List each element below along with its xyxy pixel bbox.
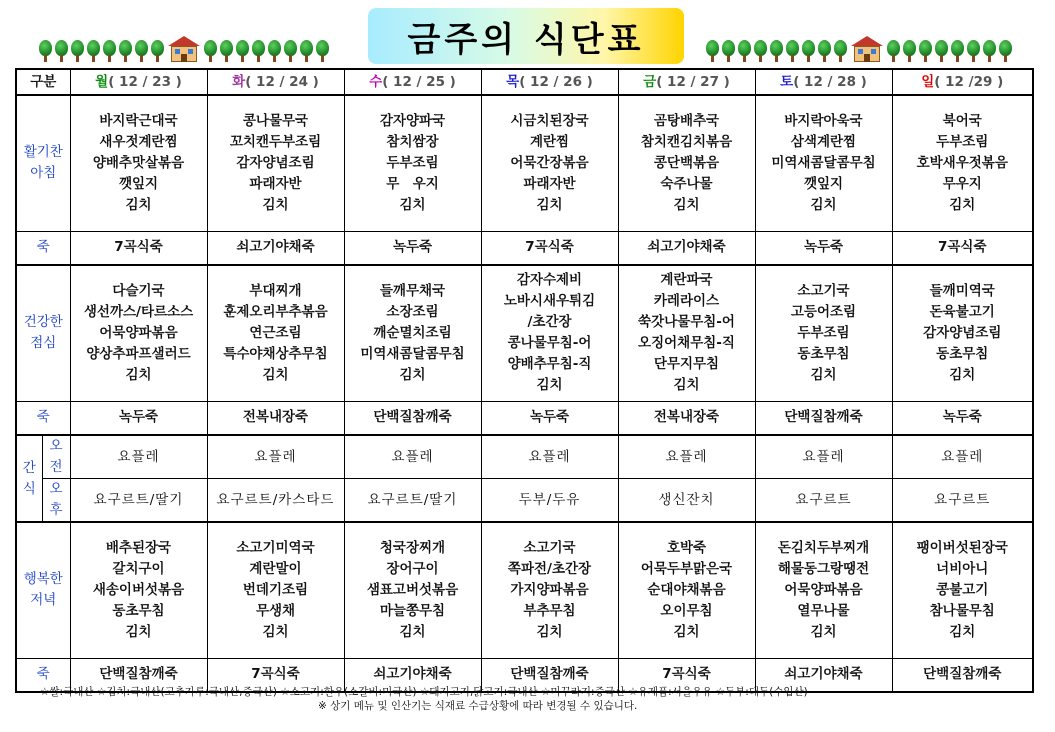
snack-label-text: 식 <box>22 480 36 497</box>
menu-cell <box>892 265 1033 401</box>
menu-item: 계란말이 <box>249 560 302 577</box>
menu-item: 삼색계란찜 <box>790 133 857 150</box>
menu-item: 바지락근대국 <box>99 112 178 129</box>
menu-cell <box>344 522 481 658</box>
snack-cell: 요플레 <box>344 435 481 479</box>
menu-item: 어묵두부맑은국 <box>640 560 733 577</box>
porridge-cell: 단백질참깨죽 <box>70 658 207 692</box>
porridge-cell: 쇠고기야채죽 <box>755 658 892 692</box>
tree-icon <box>998 40 1013 62</box>
menu-item: 김치 <box>810 623 837 640</box>
day-date: ( 12 / 24 ) <box>245 73 319 90</box>
snack-cell: 요플레 <box>618 435 755 479</box>
menu-item: 돈김치두부찌개 <box>777 539 870 556</box>
snack-pm-label-text: 오 <box>49 481 63 497</box>
lunch-label-text: 건강한 <box>23 314 63 331</box>
menu-item: 카레라이스 <box>653 293 720 310</box>
snack-cell: 요플레 <box>207 435 344 479</box>
tree-icon <box>982 40 997 62</box>
porridge-cell: 단백질참깨죽 <box>344 401 481 435</box>
day-date: ( 12 / 28 ) <box>793 73 867 90</box>
tree-icon <box>785 40 800 62</box>
porridge-cell: 쇠고기야채죽 <box>344 658 481 692</box>
menu-item: 청국장찌개 <box>379 539 446 556</box>
breakfast-porridge-row <box>16 231 1033 265</box>
day-date: ( 12 / 26 ) <box>519 73 593 90</box>
tree-icon <box>203 40 218 62</box>
menu-item: 감자양파국 <box>379 112 446 129</box>
breakfast-label-text: 활기찬 <box>23 144 63 161</box>
menu-cell <box>618 522 755 658</box>
snack-label-text: 간 <box>22 459 36 476</box>
porridge-cell: 녹두죽 <box>344 231 481 265</box>
snack-cell: 생신잔치 <box>618 479 755 523</box>
tree-icon <box>801 40 816 62</box>
menu-item: 너비아니 <box>936 560 989 577</box>
menu-cell <box>70 265 207 401</box>
menu-item: 소고기국 <box>797 282 850 299</box>
menu-item: 김치 <box>536 623 563 640</box>
menu-item: 김치 <box>673 196 700 213</box>
menu-item: 김치 <box>125 366 152 383</box>
menu-item: 장어구이 <box>386 560 439 577</box>
menu-item: 김치 <box>949 366 976 383</box>
snack-cell: 요구르트 <box>755 479 892 523</box>
menu-item: 양배추무침-직 <box>507 356 592 373</box>
menu-item: 김치 <box>262 623 289 640</box>
day-name: 토 <box>780 73 794 90</box>
title-banner <box>368 8 684 64</box>
menu-item: 쪽파전/초간장 <box>507 560 592 577</box>
menu-item: 양배추맛살볶음 <box>92 154 185 171</box>
menu-item: 동초무침 <box>797 345 850 362</box>
menu-item: 마늘쫑무침 <box>379 602 446 619</box>
snack-pm-label-text: 후 <box>49 502 63 518</box>
menu-item: 들깨미역국 <box>929 282 995 299</box>
menu-item: 호박새우젓볶음 <box>916 154 1008 171</box>
menu-item: 두부조림 <box>797 324 850 341</box>
porridge-label: 죽 <box>16 231 70 265</box>
menu-item: 동초무침 <box>936 345 989 362</box>
menu-item: 김치 <box>536 196 563 213</box>
menu-item: 깨순멸치조림 <box>373 324 452 341</box>
menu-item: 콩단백볶음 <box>653 154 720 171</box>
menu-item: 콩불고기 <box>936 581 989 598</box>
menu-table <box>15 68 1034 693</box>
menu-item: 해물동그랑땡전 <box>777 560 870 577</box>
dinner-label-text: 저녁 <box>30 592 57 609</box>
breakfast-row <box>16 95 1033 231</box>
tree-icon <box>54 40 69 62</box>
menu-item: 어묵양파볶음 <box>784 581 863 598</box>
menu-item: 연근조림 <box>249 324 302 341</box>
menu-item: 무 우지 <box>386 175 439 192</box>
menu-item: 오이무침 <box>660 602 713 619</box>
menu-item: 순대야채볶음 <box>647 581 726 598</box>
header <box>0 0 1055 66</box>
tree-icon <box>267 40 282 62</box>
house-icon <box>168 36 200 62</box>
snack-cell: 요구르트/카스타드 <box>207 479 344 523</box>
menu-item: 훈제오리부추볶음 <box>223 303 328 320</box>
porridge-cell: 7곡식죽 <box>618 658 755 692</box>
menu-item: 샘표고버섯볶음 <box>366 581 459 598</box>
tree-icon <box>886 40 901 62</box>
menu-item: 계란찜 <box>529 133 570 150</box>
porridge-cell: 단백질참깨죽 <box>755 401 892 435</box>
menu-item: 무우지 <box>942 175 982 192</box>
menu-item: 생선까스/타르소스 <box>83 303 194 320</box>
menu-item: 소고기국 <box>523 539 576 556</box>
tree-icon <box>102 40 117 62</box>
menu-item: 김치 <box>949 196 976 213</box>
menu-cell <box>481 95 618 231</box>
day-date: ( 12 /29 ) <box>934 73 1004 90</box>
menu-item: 부대찌개 <box>249 282 302 299</box>
tree-icon <box>38 40 53 62</box>
day-name: 월 <box>95 73 109 90</box>
menu-item: 김치 <box>536 377 563 394</box>
porridge-cell: 녹두죽 <box>481 401 618 435</box>
menu-item: 콩나물무국 <box>242 112 309 129</box>
porridge-cell: 전복내장죽 <box>618 401 755 435</box>
day-header-row <box>16 69 1033 95</box>
header-label: 구분 <box>16 69 70 95</box>
porridge-cell: 쇠고기야채죽 <box>207 231 344 265</box>
origin-note: ☆쌀:국내산 ☆김치:국내산(고추가루:국내산,중국산) ☆소고기:한우(소갈비:미국산) ☆돼지고기,닭고기:국내산 ☆미꾸라지:중국산 ☆유제품:서울우유 ☆두부:대두(수입산) <box>40 686 808 698</box>
menu-item: 곰탕배추국 <box>653 112 720 129</box>
porridge-cell: 7곡식죽 <box>70 231 207 265</box>
menu-item: 깻잎지 <box>118 175 159 192</box>
menu-item: 다슬기국 <box>112 282 165 299</box>
day-header <box>207 69 344 95</box>
menu-item: 양상추파프샐러드 <box>86 345 191 362</box>
menu-item: 번데기조림 <box>242 581 309 598</box>
menu-item: 쑥갓나물무침-어 <box>638 314 735 331</box>
dinner-row <box>16 522 1033 658</box>
menu-item: 깻잎지 <box>803 175 844 192</box>
menu-item: 김치 <box>399 196 426 213</box>
snack-cell: 요플레 <box>755 435 892 479</box>
day-date: ( 12 / 27 ) <box>656 73 730 90</box>
snack-pm-row <box>16 479 1033 523</box>
page-title: 금주의 식단표 <box>407 19 645 60</box>
tree-icon <box>118 40 133 62</box>
menu-item: 부추무침 <box>523 602 576 619</box>
menu-item: 김치 <box>262 366 289 383</box>
menu-item: 김치 <box>125 196 152 213</box>
day-header <box>618 69 755 95</box>
porridge-cell: 녹두죽 <box>892 401 1033 435</box>
menu-item: 돈육불고기 <box>929 303 995 320</box>
porridge-cell: 7곡식죽 <box>892 231 1033 265</box>
menu-item: 콩나물무침-어 <box>507 335 592 352</box>
day-name: 수 <box>369 73 383 90</box>
tree-icon <box>150 40 165 62</box>
snack-cell: 두부/두유 <box>481 479 618 523</box>
menu-item: 배추된장국 <box>105 539 172 556</box>
snack-cell: 요플레 <box>481 435 618 479</box>
breakfast-label-text: 아침 <box>30 165 57 182</box>
house-icon <box>851 36 883 62</box>
menu-item: 참나물무침 <box>929 602 995 619</box>
menu-item: 오징어채무침-직 <box>638 335 735 352</box>
tree-icon <box>817 40 832 62</box>
menu-cell <box>344 265 481 401</box>
menu-cell <box>207 265 344 401</box>
porridge-cell: 단백질참깨죽 <box>481 658 618 692</box>
snack-pm-label <box>42 479 70 523</box>
tree-icon <box>86 40 101 62</box>
menu-item: 김치 <box>810 196 837 213</box>
menu-item: 김치 <box>810 366 837 383</box>
menu-item: 꼬치캔두부조림 <box>229 133 322 150</box>
porridge-label: 죽 <box>16 401 70 435</box>
tree-icon <box>934 40 949 62</box>
tree-icon <box>902 40 917 62</box>
snack-am-label-text: 오 <box>49 438 63 454</box>
porridge-cell: 7곡식죽 <box>481 231 618 265</box>
day-header <box>344 69 481 95</box>
day-header <box>70 69 207 95</box>
day-date: ( 12 / 25 ) <box>382 73 456 90</box>
tree-icon <box>251 40 266 62</box>
tree-icon <box>833 40 848 62</box>
snack-cell: 요플레 <box>70 435 207 479</box>
menu-item: 고등어조림 <box>790 303 857 320</box>
menu-item: 새우젓계란찜 <box>99 133 178 150</box>
menu-item: 노바시새우튀김 <box>503 293 596 310</box>
menu-item: 김치 <box>673 377 700 394</box>
tree-icon <box>299 40 314 62</box>
menu-item: 열무나물 <box>797 602 850 619</box>
change-notice: ※ 상기 메뉴 및 인산기는 식재료 수급상황에 따라 변경될 수 있습니다. <box>318 700 638 712</box>
menu-item: 동초무침 <box>112 602 165 619</box>
menu-item: 새송이버섯볶음 <box>92 581 185 598</box>
menu-item: 시금치된장국 <box>510 112 589 129</box>
menu-item: 호박죽 <box>666 539 707 556</box>
tree-icon <box>737 40 752 62</box>
menu-item: 파래자반 <box>249 175 302 192</box>
tree-icon <box>315 40 330 62</box>
lunch-label <box>16 265 70 401</box>
menu-item: 파래자반 <box>523 175 576 192</box>
menu-item: 바지락아욱국 <box>784 112 863 129</box>
lunch-porridge-row <box>16 401 1033 435</box>
menu-cell <box>344 95 481 231</box>
menu-item: 어묵간장볶음 <box>510 154 589 171</box>
menu-item: 참치캔김치볶음 <box>640 133 733 150</box>
menu-item: 감자수제비 <box>516 272 583 289</box>
menu-item: 김치 <box>673 623 700 640</box>
menu-item: 팽이버섯된장국 <box>916 539 1008 556</box>
tree-icon <box>705 40 720 62</box>
tree-icon <box>283 40 298 62</box>
snack-cell: 요구르트/딸기 <box>344 479 481 523</box>
tree-icon <box>235 40 250 62</box>
tree-icon <box>219 40 234 62</box>
snack-am-row <box>16 435 1033 479</box>
menu-item: 무생채 <box>255 602 296 619</box>
menu-cell <box>70 95 207 231</box>
decor-left <box>38 36 330 62</box>
menu-item: 갈치구이 <box>112 560 165 577</box>
menu-item: 북어국 <box>942 112 982 129</box>
snack-label <box>16 435 42 522</box>
menu-item: 감자양념조림 <box>923 324 1002 341</box>
menu-item: 미역새콤달콤무침 <box>360 345 465 362</box>
tree-icon <box>721 40 736 62</box>
porridge-cell: 녹두죽 <box>70 401 207 435</box>
snack-cell: 요구르트 <box>892 479 1033 523</box>
lunch-row <box>16 265 1033 401</box>
dinner-label <box>16 522 70 658</box>
day-header <box>481 69 618 95</box>
menu-cell <box>481 265 618 401</box>
day-name: 목 <box>506 73 520 90</box>
menu-item: 감자양념조림 <box>236 154 315 171</box>
tree-icon <box>918 40 933 62</box>
menu-item: 들깨무채국 <box>379 282 446 299</box>
porridge-cell: 7곡식죽 <box>207 658 344 692</box>
menu-item: 미역새콤달콤무침 <box>771 154 876 171</box>
tree-icon <box>966 40 981 62</box>
menu-item: 특수야채상추무침 <box>223 345 328 362</box>
menu-item: 어묵양파볶음 <box>99 324 178 341</box>
porridge-cell: 단백질참깨죽 <box>892 658 1033 692</box>
snack-cell: 요구르트/딸기 <box>70 479 207 523</box>
menu-item: 소장조림 <box>386 303 439 320</box>
menu-cell <box>755 265 892 401</box>
day-header <box>892 69 1033 95</box>
menu-cell <box>755 522 892 658</box>
menu-item: 단무지무침 <box>653 356 720 373</box>
menu-cell <box>618 265 755 401</box>
breakfast-label <box>16 95 70 231</box>
day-date: ( 12 / 23 ) <box>108 73 182 90</box>
menu-item: 김치 <box>399 366 426 383</box>
day-name: 일 <box>921 73 935 90</box>
porridge-cell: 쇠고기야채죽 <box>618 231 755 265</box>
dinner-label-text: 행복한 <box>23 571 63 588</box>
snack-am-label-text: 전 <box>49 459 63 475</box>
decor-right <box>705 36 1013 62</box>
menu-cell <box>755 95 892 231</box>
snack-am-label <box>42 435 70 479</box>
tree-icon <box>753 40 768 62</box>
menu-cell <box>892 522 1033 658</box>
menu-item: 참치쌈장 <box>386 133 439 150</box>
menu-item: 김치 <box>125 623 152 640</box>
menu-cell <box>70 522 207 658</box>
menu-item: 김치 <box>262 196 289 213</box>
menu-item: 소고기미역국 <box>236 539 315 556</box>
tree-icon <box>134 40 149 62</box>
menu-item: 두부조림 <box>386 154 439 171</box>
tree-icon <box>950 40 965 62</box>
porridge-cell: 전복내장죽 <box>207 401 344 435</box>
porridge-label: 죽 <box>16 658 70 692</box>
menu-cell <box>207 522 344 658</box>
day-header <box>755 69 892 95</box>
menu-cell <box>618 95 755 231</box>
lunch-label-text: 점심 <box>30 335 57 352</box>
tree-icon <box>70 40 85 62</box>
menu-cell <box>892 95 1033 231</box>
menu-item: 두부조림 <box>936 133 989 150</box>
menu-item: /초간장 <box>527 314 572 331</box>
snack-cell: 요플레 <box>892 435 1033 479</box>
day-name: 금 <box>643 73 657 90</box>
menu-item: 김치 <box>399 623 426 640</box>
menu-item: 김치 <box>949 623 976 640</box>
menu-cell <box>481 522 618 658</box>
day-name: 화 <box>232 73 246 90</box>
menu-item: 가지양파볶음 <box>510 581 589 598</box>
tree-icon <box>769 40 784 62</box>
porridge-cell: 녹두죽 <box>755 231 892 265</box>
menu-cell <box>207 95 344 231</box>
menu-item: 숙주나물 <box>660 175 713 192</box>
menu-item: 계란파국 <box>660 272 713 289</box>
